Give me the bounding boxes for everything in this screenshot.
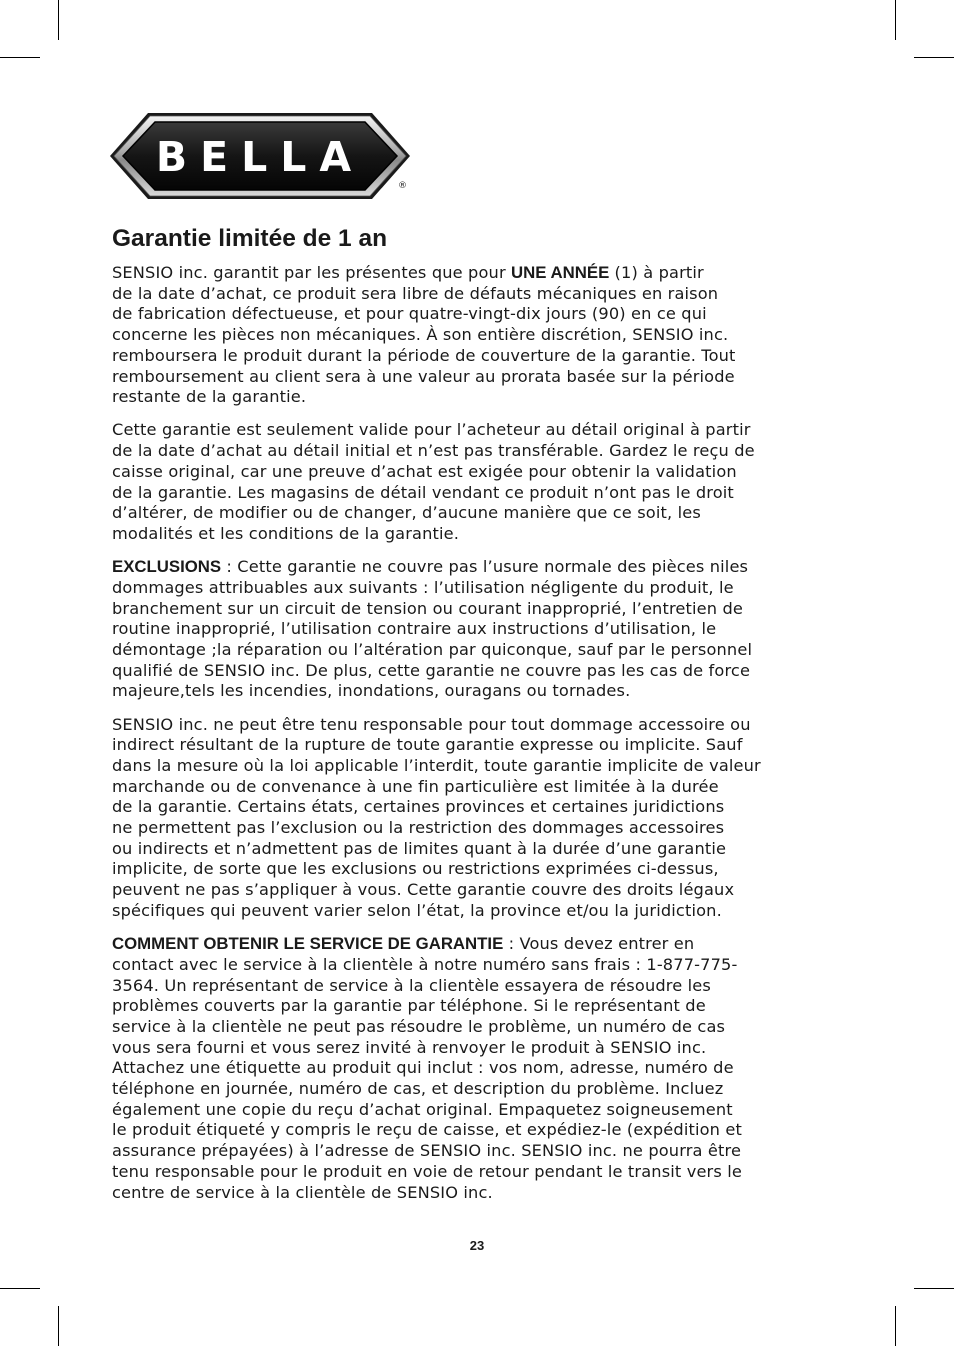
paragraph <box>112 557 842 702</box>
text-line <box>112 797 842 818</box>
text-line <box>112 976 842 997</box>
text-run: SENSIO inc. ne peut être tenu responsable pour tout dommage accessoire ou <box>112 714 751 734</box>
text-run: tenu responsable pour le produit en voie de retour pendant le transit vers le <box>112 1161 743 1181</box>
text-run: qualifié de SENSIO inc. De plus, cette garantie ne couvre pas les cas de force <box>112 660 751 680</box>
text-run: de la garantie. Les magasins de détail vendant ce produit n’ont pas le droit <box>112 482 734 502</box>
text-line <box>112 503 842 524</box>
text-line <box>112 483 842 504</box>
text-run: problèmes couverts par la garantie par téléphone. Si le représentant de <box>112 996 706 1016</box>
page-title: Garantie limitée de 1 an <box>112 225 388 252</box>
text-line <box>112 1058 842 1079</box>
text-run: majeure,tels les incendies, inondations, ouragans ou tornades. <box>112 681 631 701</box>
text-line <box>112 756 842 777</box>
text-run: restante de la garantie. <box>112 387 307 407</box>
text-line <box>112 441 842 462</box>
crop-mark-top-left-vertical <box>58 0 59 40</box>
text-run: démontage ;la réparation ou l’altération par quiconque, sauf par le personnel <box>112 639 753 659</box>
paragraph <box>112 263 842 408</box>
text-line <box>112 599 842 620</box>
text-line <box>112 1100 842 1121</box>
text-line <box>112 462 842 483</box>
warranty-body <box>112 263 842 1216</box>
text-run: ou indirects et n’admettent pas de limites quant à la durée d’une garantie <box>112 838 727 858</box>
text-line <box>112 839 842 860</box>
crop-mark-top-right-vertical <box>895 0 896 40</box>
text-run: remboursera le produit durant la période de couverture de la garantie. Tout <box>112 345 736 365</box>
text-run: de la date d’achat au détail initial et n’est pas transférable. Gardez le reçu de <box>112 441 755 461</box>
text-run: ne permettent pas l’exclusion ou la restriction des dommages accessoires <box>112 818 725 838</box>
text-line <box>112 681 842 702</box>
crop-mark-bottom-left-vertical <box>58 1306 59 1346</box>
text-run: remboursement au client sera à une valeur au prorata basée sur la période <box>112 366 735 386</box>
text-line <box>112 619 842 640</box>
page-number: 23 <box>469 1238 485 1253</box>
text-line <box>112 325 842 346</box>
text-run: spécifiques qui peuvent varier selon l’état, la province et/ou la juridiction. <box>112 900 722 920</box>
text-run: de fabrication défectueuse, et pour quatre-vingt-dix jours (90) en ce qui <box>112 304 707 324</box>
text-line <box>112 777 842 798</box>
text-line <box>112 640 842 661</box>
text-run: : Vous devez entrer en <box>503 934 695 954</box>
paragraph <box>112 420 842 544</box>
paragraph <box>112 715 842 922</box>
text-line <box>112 1079 842 1100</box>
text-line <box>112 934 842 955</box>
text-line <box>112 1120 842 1141</box>
text-line <box>112 284 842 305</box>
text-run: indirect résultant de la rupture de toute garantie expresse ou implicite. Sauf <box>112 735 743 755</box>
text-line <box>112 880 842 901</box>
text-line <box>112 1141 842 1162</box>
text-run: d’altérer, de modifier ou de changer, d’aucune manière que ce soit, les <box>112 503 701 523</box>
text-line <box>112 263 842 284</box>
text-run: également une copie du reçu d’achat original. Empaquetez soigneusement <box>112 1099 733 1119</box>
crop-mark-bottom-right-vertical <box>895 1306 896 1346</box>
text-line <box>112 735 842 756</box>
text-line <box>112 524 842 545</box>
logo-wordmark: BELLA <box>155 133 365 181</box>
text-line <box>112 578 842 599</box>
registered-trademark-mark: ® <box>398 181 407 191</box>
text-run: concerne les pièces non mécaniques. À son entière discrétion, SENSIO inc. <box>112 325 729 345</box>
bold-heading-run: EXCLUSIONS <box>112 557 222 577</box>
bella-logo <box>110 112 414 200</box>
text-run: caisse original, car une preuve d’achat est exigée pour obtenir la validation <box>112 461 737 481</box>
text-run: le produit étiqueté y compris le reçu de caisse, et expédiez-le (expédition et <box>112 1120 742 1140</box>
bold-heading-run: UNE ANNÉE <box>511 263 610 282</box>
text-line <box>112 557 842 578</box>
text-line <box>112 818 842 839</box>
text-run: : Cette garantie ne couvre pas l’usure normale des pièces niles <box>221 557 749 577</box>
text-run: vous sera fourni et vous serez invité à renvoyer le produit à SENSIO inc. <box>112 1037 707 1057</box>
text-line <box>112 955 842 976</box>
text-run: marchande ou de convenance à une fin particulière est limitée à la durée <box>112 776 719 796</box>
crop-mark-top-left-horizontal <box>0 57 40 58</box>
text-run: service à la clientèle ne peut pas résoudre le problème, un numéro de cas <box>112 1016 726 1036</box>
text-line <box>112 901 842 922</box>
crop-mark-bottom-right-horizontal <box>914 1288 954 1289</box>
text-run: téléphone en journée, numéro de cas, et description du problème. Incluez <box>112 1079 724 1099</box>
crop-mark-top-right-horizontal <box>914 57 954 58</box>
text-line <box>112 387 842 408</box>
text-run: peuvent ne pas s’appliquer à vous. Cette garantie couvre des droits légaux <box>112 880 735 900</box>
text-run: de la garantie. Certains états, certaines provinces et certaines juridictions <box>112 797 725 817</box>
text-run: routine inapproprié, l’utilisation contraire aux instructions d’utilisation, le <box>112 619 717 639</box>
text-run: centre de service à la clientèle de SENSIO inc. <box>112 1182 493 1202</box>
text-line <box>112 367 842 388</box>
text-run: Attachez une étiquette au produit qui inclut : vos nom, adresse, numéro de <box>112 1058 734 1078</box>
text-line <box>112 346 842 367</box>
text-run: dans la mesure où la loi applicable l’interdit, toute garantie implicite de valeur <box>112 755 761 775</box>
text-line <box>112 715 842 736</box>
text-line <box>112 1162 842 1183</box>
text-run: de la date d’achat, ce produit sera libre de défauts mécaniques en raison <box>112 283 719 303</box>
text-line <box>112 1038 842 1059</box>
text-run: 3564. Un représentant de service à la clientèle essayera de résoudre les <box>112 975 711 995</box>
text-run: modalités et les conditions de la garantie. <box>112 523 460 543</box>
text-run: assurance prépayées) à l’adresse de SENSIO inc. SENSIO inc. ne pourra être <box>112 1141 742 1161</box>
text-line <box>112 661 842 682</box>
text-line <box>112 420 842 441</box>
crop-mark-bottom-left-horizontal <box>0 1288 40 1289</box>
text-line <box>112 304 842 325</box>
text-run: (1) à partir <box>609 263 704 282</box>
text-run: SENSIO inc. garantit par les présentes que pour <box>112 263 512 282</box>
text-line <box>112 996 842 1017</box>
bold-heading-run: COMMENT OBTENIR LE SERVICE DE GARANTIE <box>112 934 504 954</box>
text-line <box>112 1183 842 1204</box>
text-run: implicite, de sorte que les exclusions ou restrictions exprimées ci-dessus, <box>112 859 719 879</box>
text-line <box>112 1017 842 1038</box>
paragraph <box>112 934 842 1203</box>
text-run: dommages attribuables aux suivants : l’utilisation négligente du produit, le <box>112 577 734 597</box>
text-run: Cette garantie est seulement valide pour l’acheteur au détail original à partir <box>112 420 751 440</box>
text-run: branchement sur un circuit de tension ou courant inapproprié, l’entretien de <box>112 598 744 618</box>
text-run: contact avec le service à la clientèle à notre numéro sans frais : 1-877-775- <box>112 954 738 974</box>
text-line <box>112 859 842 880</box>
